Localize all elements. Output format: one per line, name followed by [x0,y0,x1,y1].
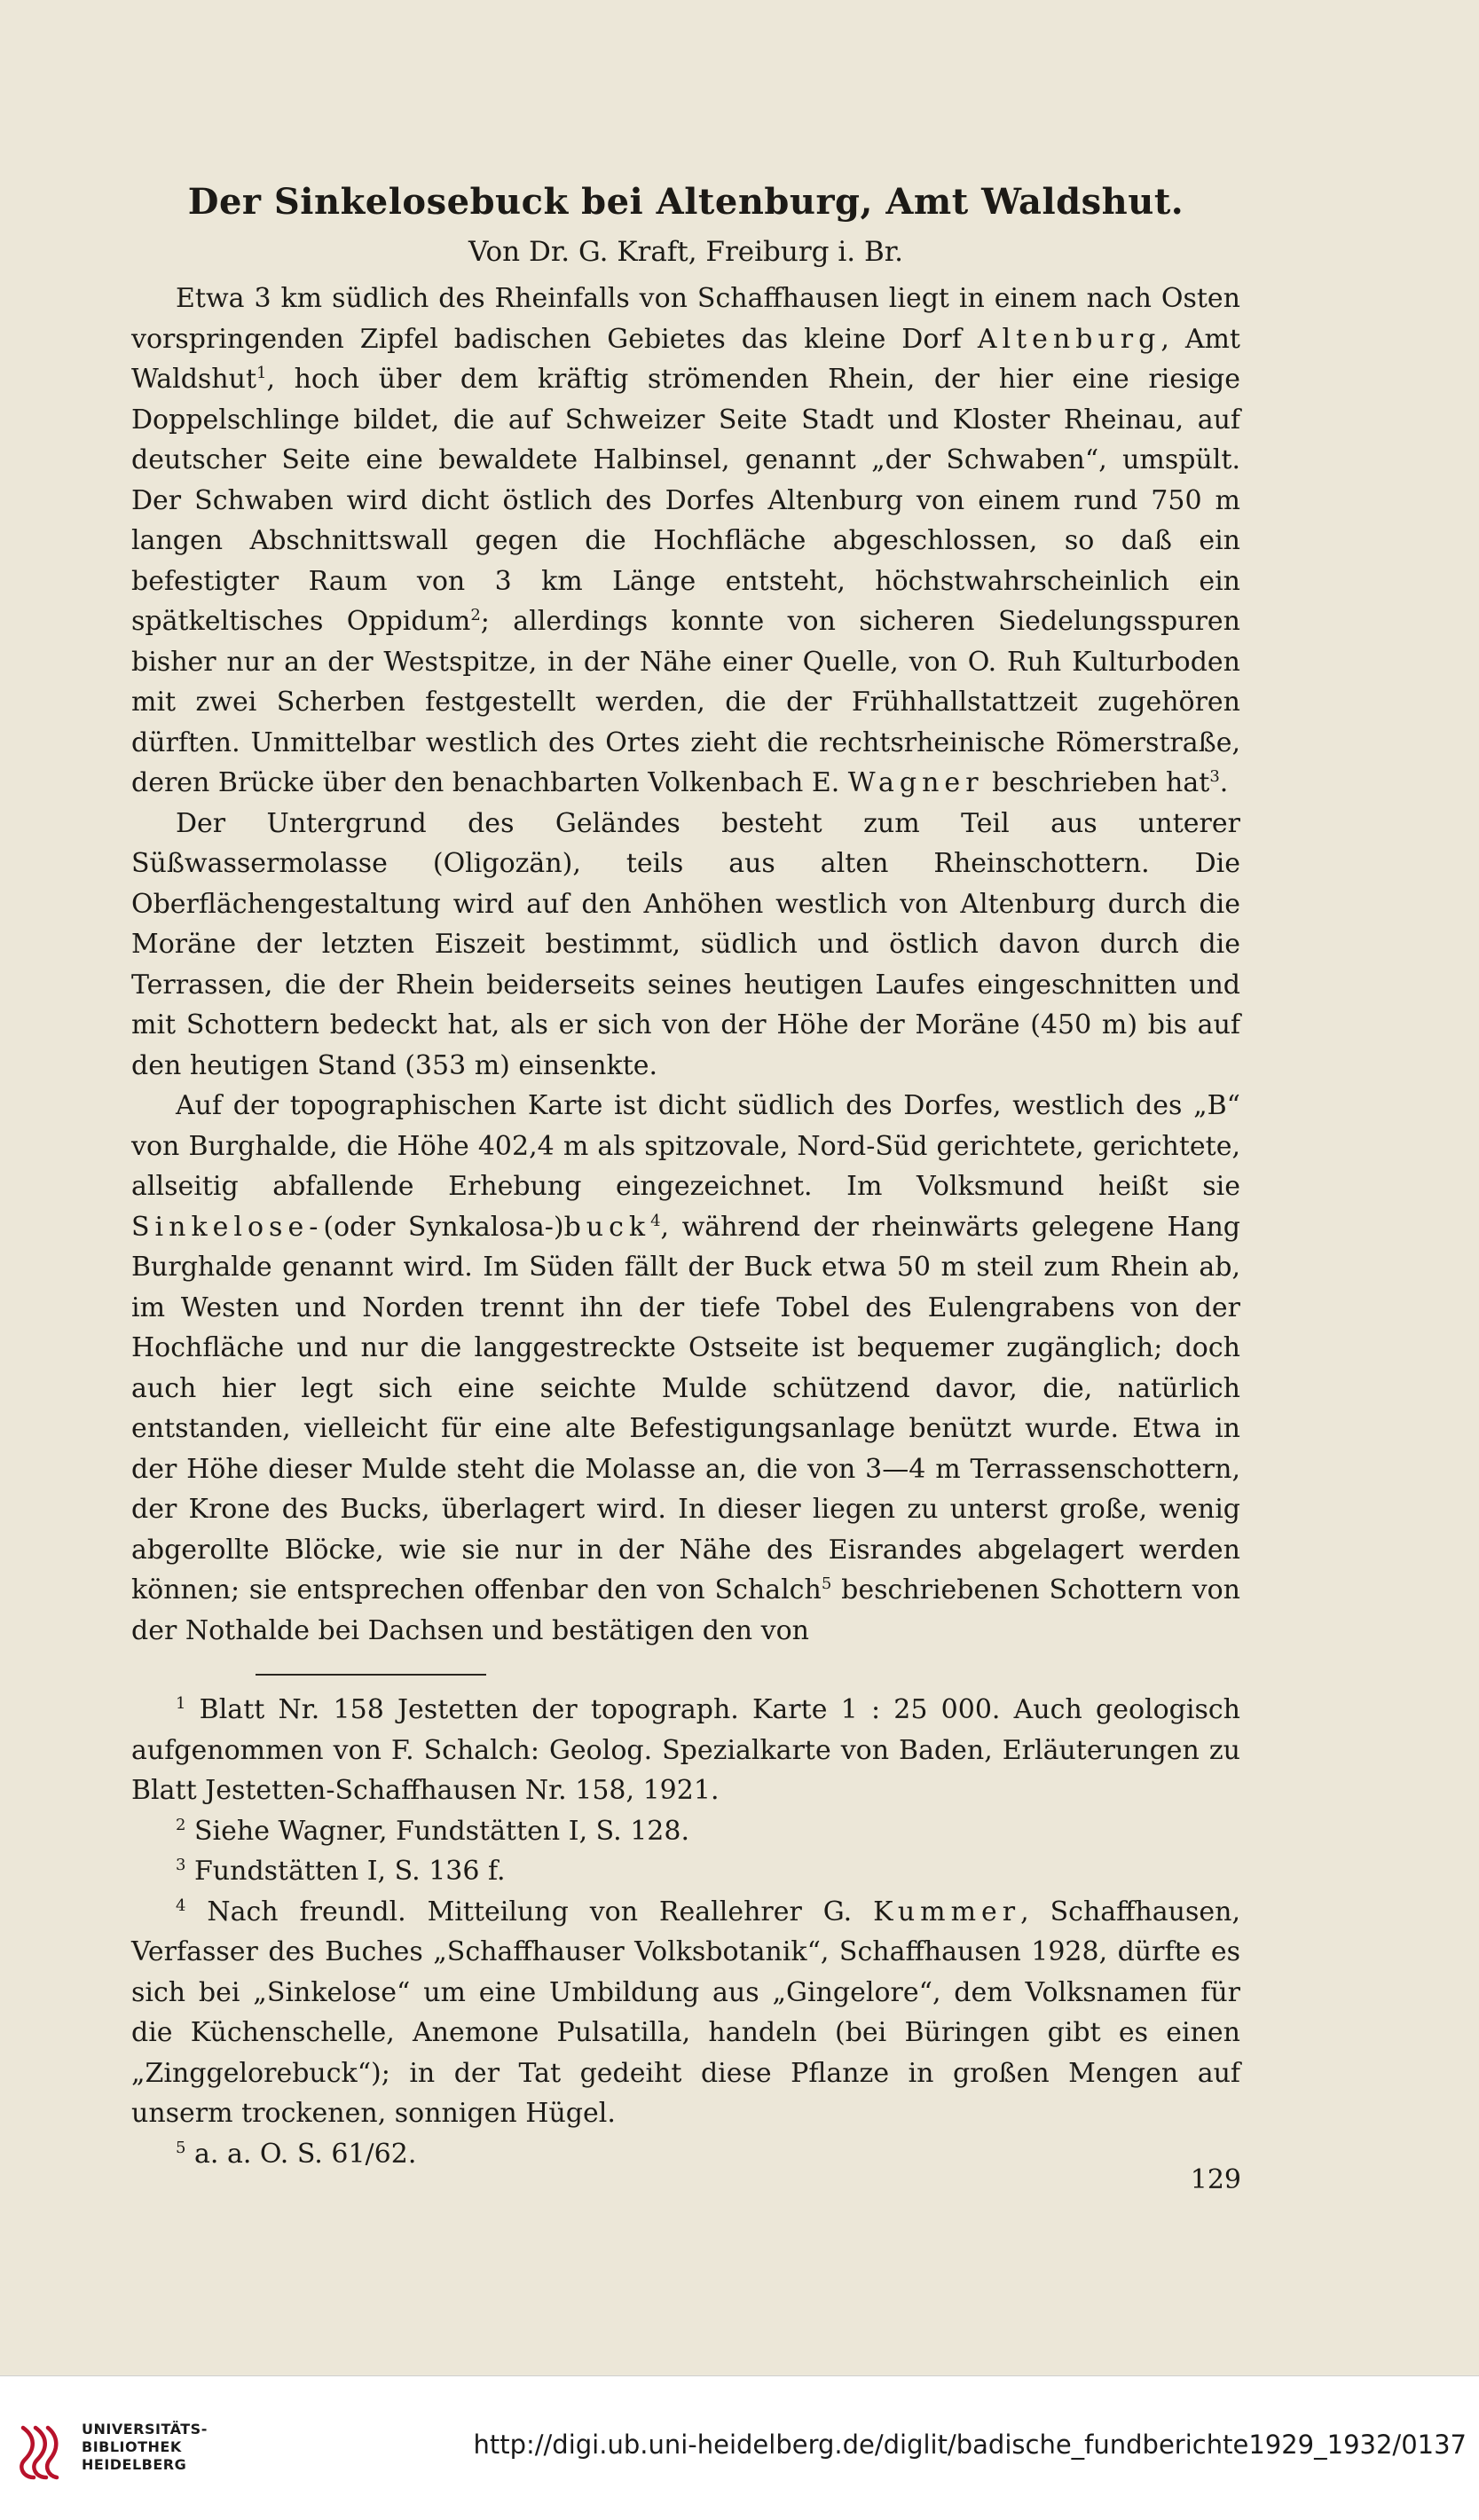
page-number: 129 [1190,2164,1241,2195]
paragraph-1-text-i: beschrieben hat [983,767,1210,798]
paragraph-3-text-c: (oder Synkalosa-) [323,1211,564,1243]
article-title: Der Sinkelosebuck bei Altenburg, Amt Waldshut. [187,181,1184,223]
article-body [131,279,1240,1651]
footnote-4 [131,1892,1240,2134]
footnote-4-text-c: , Schaffhausen, Verfasser des Buches „Schaffhauser Volksbotanik“, Schaffhausen 1928, dürfte es sich bei „Sinkelose“ um eine Umbildung aus „Gingelore“, dem Volksnamen für die Küchenschelle, Anemone Pulsatilla, handeln (bei Büringen gibt es einen „Zinggelorebuck“); in der Tat gedeiht diese Pflanze in großen Mengen auf unserm trockenen, sonnigen Hügel. [131,1896,1240,2129]
library-name-line-3: HEIDELBERG [82,2456,187,2473]
footnote-ref-3: 3 [1209,767,1220,786]
local-name-buck: buck [563,1211,651,1243]
article-byline: Von Dr. G. Kraft, Freiburg i. Br. [468,236,904,268]
footnote-1-number: 1 [176,1694,186,1713]
footnote-4-text-a: Nach freundl. Mitteilung von Reallehrer G. [185,1896,874,1927]
library-name-line-1: UNIVERSITÄTS- [82,2421,208,2438]
place-name-altenburg: Altenburg [977,323,1161,355]
footnote-2-text: Siehe Wagner, Fundstätten I, S. 128. [185,1815,690,1847]
library-name-line-2: BIBLIOTHEK [82,2438,182,2455]
paragraph-1-text-g: ; allerdings konnte von sicheren Siedelungsspuren bisher nur an der Westspitze, in der Nähe einer Quelle, von O. Ruh Kulturboden mit zwei Scherben festgestellt werden, die der Frühhallstattzeit zugehören dürften. Unmittelbar westlich des Ortes zieht die rechtsrheinische Römerstraße, deren Brücke über den benachbarten Volkenbach E. [131,606,1240,798]
library-name [82,2421,208,2474]
paragraph-3-text-f: , während der rheinwärts gelegene Hang Burghalde genannt wird. Im Süden fällt der Buck etwa 50 m steil zum Rhein ab, im Westen und Norden trennt ihn der tiefe Tobel des Eulengrabens von der Hochfläche und nur die langgestreckte Ostseite ist bequemer zugänglich; doch auch hier legt sich eine seichte Mulde schützend davor, die, natürlich entstanden, vielleicht für eine alte Befestigungsanlage benützt wurde. Etwa in der Höhe dieser Mulde steht die Molasse an, die von 3—4 m Terrassenschottern, der Krone des Bucks, überlagert wird. In dieser liegen zu unterst große, wenig abgerollte Blöcke, wie sie nur in der Nähe des Eisrandes abgelagert werden können; sie entsprechen offenbar den von Schalch [131,1211,1241,1605]
university-logo-icon [16,2422,62,2483]
footnote-1-text: Blatt Nr. 158 Jestetten der topograph. Karte 1 : 25 000. Auch geologisch aufgenommen von F. Schalch: Geolog. Spezialkarte von Baden, Erläuterungen zu Blatt Jestetten-Schaffhausen Nr. 158, 1921. [131,1694,1240,1806]
footnote-ref-2: 2 [470,606,481,624]
footnote-ref-4: 4 [650,1211,661,1230]
footnote-4-number: 4 [176,1896,186,1915]
footnote-ref-1: 1 [256,364,267,382]
paragraph-2: Der Untergrund des Geländes besteht zum Teil aus unterer Süßwassermolasse (Oligozän), teils aus alten Rheinschottern. Die Oberflächengestaltung wird auf den Anhöhen westlich von Altenburg durch die Moräne der letzten Eiszeit bestimmt, südlich und östlich davon durch die Terrassen, die der Rhein beiderseits seines heutigen Laufes eingeschnitten und mit Schottern bedeckt hat, als er sich von der Höhe der Moräne (450 m) bis auf den heutigen Stand (353 m) einsenkte. [131,807,1240,1081]
person-name-kummer: Kummer [873,1896,1021,1927]
footnote-2-number: 2 [176,1815,186,1834]
author-name-wagner: Wagner [847,767,984,798]
footnote-1 [131,1690,1240,1811]
footer-bar [0,2375,1479,2520]
paragraph-1-text-e: , hoch über dem kräftig strömenden Rhein, der hier eine riesige Doppelschlinge bildet, die auf Schweizer Seite Stadt und Kloster Rheinau, auf deutscher Seite eine bewaldete Halbinsel, genannt „der Schwaben“, umspült. Der Schwaben wird dicht östlich des Dorfes Altenburg von einem rund 750 m langen Abschnittswall gegen die Hochfläche abgeschlossen, so daß ein befestigter Raum von 3 km Länge entsteht, höchstwahrscheinlich ein spätkeltisches Oppidum [131,364,1240,637]
paragraph-3 [131,1086,1240,1651]
paragraph-1-text-k: . [1219,767,1229,798]
footnote-5-text: a. a. O. S. 61/62. [185,2138,417,2170]
footnote-divider [256,1674,486,1676]
footnote-3 [131,1851,1240,1892]
footnote-ref-5: 5 [821,1574,832,1593]
footnote-3-number: 3 [176,1856,186,1874]
footnote-2 [131,1811,1240,1852]
footnote-5 [131,2134,1240,2175]
paragraph-3-text-a: Auf der topographischen Karte ist dicht südlich des Dorfes, westlich des „B“ von Burghalde, die Höhe 402,4 m als spitzovale, Nord-Süd gerichtete, gerichtete, allseitig abfallende Erhebung eingezeichnet. Im Volksmund heißt sie [131,1090,1240,1202]
footnotes [131,1690,1240,2174]
paragraph-1-text-c: , Amt Waldshut [131,323,1240,395]
local-name-sinkelose: Sinkelose- [131,1211,324,1243]
paragraph-1 [131,279,1240,804]
paragraph-1-text-a: Etwa 3 km südlich des Rheinfalls von Schaffhausen liegt in einem nach Osten vorspringenden Zipfel badischen Gebietes das kleine Dorf [131,283,1240,355]
footnote-3-text: Fundstätten I, S. 136 f. [185,1856,506,1887]
source-url-link[interactable]: http://digi.ub.uni-heidelberg.de/diglit/badische_fundberichte1929_1932/0137 [473,2430,1467,2460]
footnote-5-number: 5 [176,2138,186,2157]
paragraph-3-text-h: beschriebenen Schottern von der Nothalde bei Dachsen und bestätigen den von [131,1574,1240,1646]
article-content [131,177,1240,2174]
